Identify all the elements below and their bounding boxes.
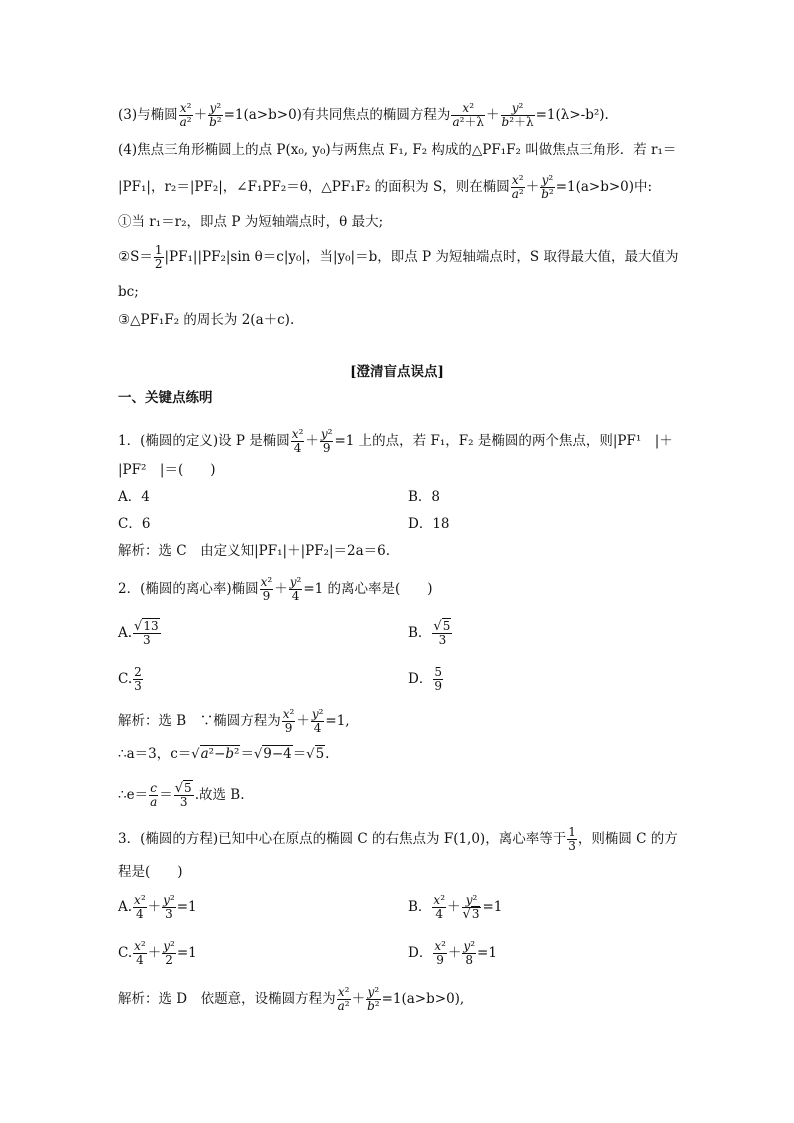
q1-answer: 解析：选 C 由定义知|PF₁|＋|PF₂|＝2a＝6. <box>118 543 391 559</box>
section-header: [澄清盲点误点] <box>350 364 444 380</box>
q2-answer-line1: 解析：选 B ∵椭圆方程为 $\frac{\text{x²}}{9}$ ＋ $\frac{\text{y²}}{4}$ =1, <box>118 707 350 735</box>
conclusion-1: ①当 r₁＝r₂，即点 P 为短轴端点时，θ 最大; <box>118 214 384 230</box>
q3-stem-tail: 程是( ) <box>118 864 183 880</box>
q2-option-a[interactable]: A. $\frac{√13}{3}$ <box>118 619 159 647</box>
property-4-line2: |PF₁|，r₂＝|PF₂|，∠F₁PF₂＝θ，△PF₁F₂ 的面积为 S，则在椭圆 $\frac{\text{x²}}{\text{a²}}$ ＋ $\frac{\text{y²}}{\text{b²}}$ =1(a>b>0)中: <box>118 173 653 201</box>
q3-option-d[interactable]: D． $\frac{\text{x²}}{9}$ ＋ $\frac{\text{y²}}{8}$ =1 <box>408 939 497 967</box>
q3-stem: 3．(椭圆的方程)已知中心在原点的椭圆 C 的右焦点为 F(1,0)，离心率等于 $\frac{1}{3}$ ，则椭圆 C 的方 <box>118 825 678 853</box>
q1-stem-tail: |PF² |＝( ) <box>118 462 216 478</box>
conclusion-3: ③△PF₁F₂ 的周长为 2(a＋c). <box>118 312 295 328</box>
q1-stem: 1．(椭圆的定义)设 P 是椭圆 $\frac{\text{x²}}{4}$ ＋ $\frac{\text{y²}}{9}$ =1 上的点，若 F₁，F₂ 是椭圆的两个焦点，则|PF¹ |＋ <box>118 427 673 455</box>
q2-answer-line3: ∴e＝ $\frac{c}{a}$ ＝ $\frac{√5}{3}$ .故选 B. <box>118 781 245 809</box>
conclusion-2-tail: bc; <box>118 284 139 300</box>
q3-answer: 解析：选 D 依题意，设椭圆方程为 $\frac{\text{x²}}{\text{a²}}$ ＋ $\frac{\text{y²}}{\text{b²}}$ =1(a>b>0), <box>118 985 465 1013</box>
q1-option-b[interactable]: B．8 <box>408 489 441 505</box>
q2-option-d[interactable]: D． $\frac{5}{9}$ <box>408 665 442 693</box>
q3-option-c[interactable]: C. $\frac{\text{x²}}{4}$ ＋ $\frac{\text{y²}}{2}$ =1 <box>118 939 197 967</box>
q1-option-d[interactable]: D．18 <box>408 516 450 532</box>
conclusion-2: ②S＝ $\frac{1}{2}$ |PF₁||PF₂|sin θ＝c|y₀|，当|y₀|＝b，即点 P 为短轴端点时，S 取得最大值，最大值为 <box>118 243 679 271</box>
property-4-line1: (4)焦点三角形椭圆上的点 P(x₀, y₀)与两焦点 F₁, F₂ 构成的△PF₁F₂ 叫做焦点三角形．若 r₁＝ <box>118 142 677 158</box>
q1-option-c[interactable]: C．6 <box>118 516 151 532</box>
q3-option-a[interactable]: A. $\frac{\text{x²}}{4}$ ＋ $\frac{\text{y²}}{3}$ =1 <box>118 893 197 921</box>
q2-stem: 2．(椭圆的离心率)椭圆 $\frac{\text{x²}}{9}$ ＋ $\frac{\text{y²}}{4}$ =1 的离心率是( ) <box>118 575 433 603</box>
q2-option-c[interactable]: C. $\frac{2}{3}$ <box>118 665 142 693</box>
section-title: 一、关键点练明 <box>118 390 213 406</box>
q1-option-a[interactable]: A．4 <box>118 489 150 505</box>
q2-option-b[interactable]: B． $\frac{√5}{3}$ <box>408 619 451 647</box>
q3-option-b[interactable]: B． $\frac{\text{x²}}{4}$ ＋ $\frac{\text{y²}}{√3}$ =1 <box>408 893 503 922</box>
property-3: (3)与椭圆 $\frac{\text{x²}}{\text{a²}}$ ＋ $\frac{\text{y²}}{\text{b²}}$ =1(a>b>0)有共同焦点的椭圆方程为 $\frac{\text{x²}}{\text{a²＋λ}}$ ＋ $\frac{\text{y²}}{\text{b²＋λ}}$ =1(λ>-b²). <box>118 101 609 129</box>
q2-answer-line2: ∴a＝3，c＝√a²−b²＝√9−4＝√5. <box>118 746 330 762</box>
